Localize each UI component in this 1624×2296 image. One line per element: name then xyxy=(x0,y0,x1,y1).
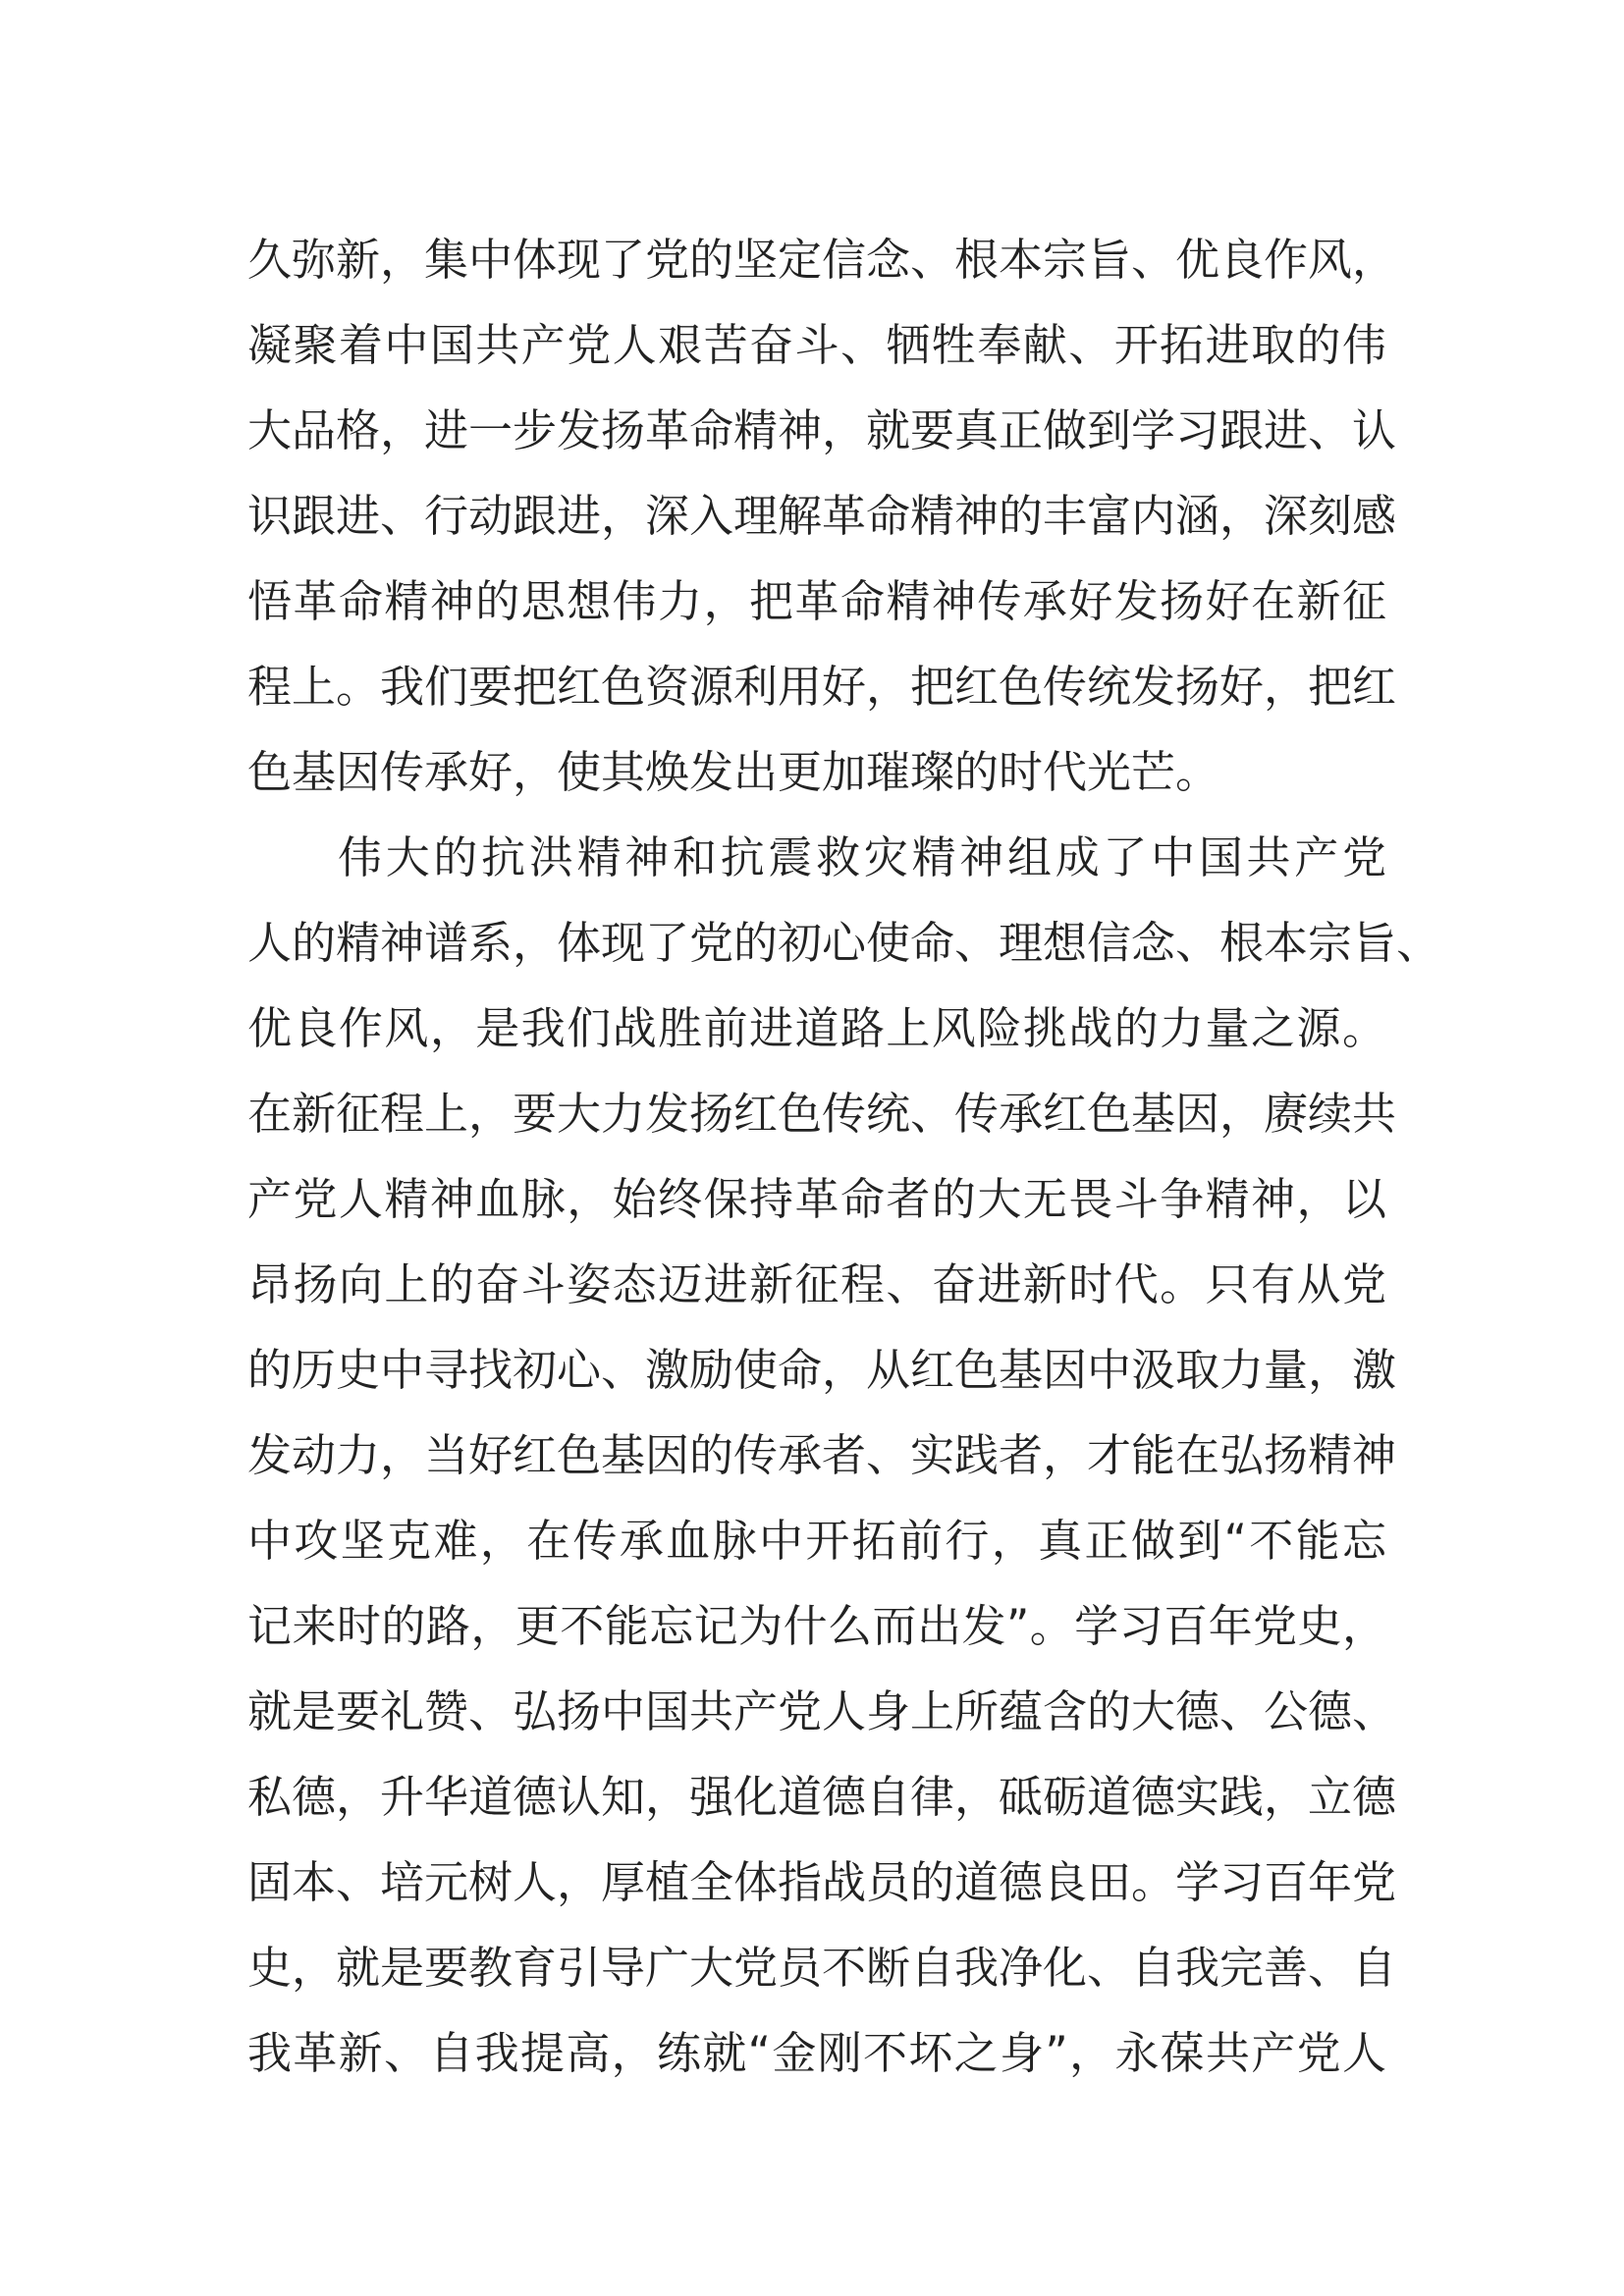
paragraph-line: 优良作风，是我们战胜前进道路上风险挑战的力量之源。 xyxy=(247,1002,1386,1054)
paragraph-2 xyxy=(247,815,1441,2096)
paragraph-line: 记来时的路，更不能忘记为什么而出发”。学习百年党史， xyxy=(247,1600,1386,1652)
paragraph-line: 识跟进、行动跟进，深入理解革命精神的丰富内涵，深刻感 xyxy=(247,490,1397,542)
paragraph-line: 久弥新，集中体现了党的坚定信念、根本宗旨、优良作风， xyxy=(247,234,1397,286)
paragraph-line: 在新征程上，要大力发扬红色传统、传承红色基因，赓续共 xyxy=(247,1088,1397,1140)
paragraph-line: 中攻坚克难，在传承血脉中开拓前行，真正做到“不能忘 xyxy=(247,1515,1386,1567)
paragraph-line: 色基因传承好，使其焕发出更加璀璨的时代光芒。 xyxy=(247,746,1220,798)
paragraph-line: 史，就是要教育引导广大党员不断自我净化、自我完善、自 xyxy=(247,1942,1397,1994)
paragraph-line: 固本、培元树人，厚植全体指战员的道德良田。学习百年党 xyxy=(247,1856,1397,1908)
paragraph-line: 私德，升华道德认知，强化道德自律，砥砺道德实践，立德 xyxy=(247,1771,1397,1823)
paragraph-line: 产党人精神血脉，始终保持革命者的大无畏斗争精神，以 xyxy=(247,1173,1386,1225)
paragraph-line: 就是要礼赞、弘扬中国共产党人身上所蕴含的大德、公德、 xyxy=(247,1685,1397,1737)
paragraph-line: 我革新、自我提高，练就“金刚不坏之身”，永葆共产党人 xyxy=(247,2027,1386,2079)
paragraph-line: 昂扬向上的奋斗姿态迈进新征程、奋进新时代。只有从党 xyxy=(247,1258,1386,1310)
paragraph-line: 大品格，进一步发扬革命精神，就要真正做到学习跟进、认 xyxy=(247,404,1397,456)
paragraph-line: 发动力，当好红色基因的传承者、实践者，才能在弘扬精神 xyxy=(247,1429,1397,1481)
paragraph-line: 伟大的抗洪精神和抗震救灾精神组成了中国共产党 xyxy=(338,831,1386,883)
paragraph-line: 凝聚着中国共产党人艰苦奋斗、牺牲奉献、开拓进取的伟 xyxy=(247,319,1386,371)
paragraph-line: 的历史中寻找初心、激励使命，从红色基因中汲取力量，激 xyxy=(247,1344,1397,1396)
paragraph-line: 悟革命精神的思想伟力，把革命精神传承好发扬好在新征 xyxy=(247,575,1386,627)
paragraph-line: 程上。我们要把红色资源利用好，把红色传统发扬好，把红 xyxy=(247,661,1397,713)
paragraph-line: 人的精神谱系，体现了党的初心使命、理想信念、根本宗旨、 xyxy=(247,917,1441,969)
paragraph-1 xyxy=(247,217,1397,815)
